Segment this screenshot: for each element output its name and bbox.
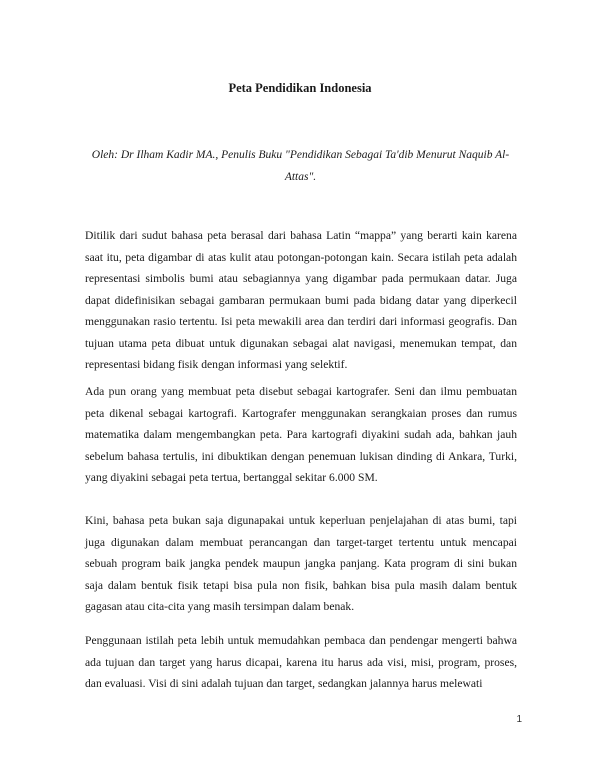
paragraph-2: Ada pun orang yang membuat peta disebut sebagai kartografer. Seni dan ilmu pembuatan peta dikenal sebagai kartografi. Kartografer menggunakan serangkaian proses dan rumus matematika dalam mengembangkan peta. Para kartografi diyakini sudah ada, bahkan jauh sebelum bahasa tertulis, ini dibuktikan dengan penemuan lukisan dinding di Ankara, Turki, yang diyakini sebagai peta tertua, bertanggal sekitar 6.000 SM. [85,385,517,484]
document-title: Peta Pendidikan Indonesia [228,81,372,95]
page-number: 1 [516,714,522,725]
author-byline: Oleh: Dr Ilham Kadir MA., Penulis Buku "Pendidikan Sebagai Ta'dib Menurut Naquib Al-Attas". [91,149,510,183]
paragraph-3: Kini, bahasa peta bukan saja digunapakai untuk keperluan penjelajahan di atas bumi, tapi juga digunakan dalam membuat perancangan dan target-target tertentu untuk mencapai sebuah program baik jangka pendek maupun jangka panjang. Kata program di sini bukan saja dalam bentuk fisik tetapi bisa pula non fisik, bahkan bisa pula masih dalam bentuk gagasan atau cita-cita yang masih tersimpan dalam benak. [85,514,517,613]
paragraph-4: Penggunaan istilah peta lebih untuk memudahkan pembaca dan pendengar mengerti bahwa ada tujuan dan target yang harus dicapai, karena itu harus ada visi, misi, program, proses, dan evaluasi. Visi di sini adalah tujuan dan target, sedangkan jalannya harus melewati [85,634,517,690]
paragraph-1: Ditilik dari sudut bahasa peta berasal dari bahasa Latin “mappa” yang berarti kain karena saat itu, peta digambar di atas kulit atau potongan-potongan kain. Secara istilah peta adalah representasi simbolis bumi atau sebagiannya yang digambar pada permukaan datar. Juga dapat didefinisikan sebagai gambaran permukaan bumi pada bidang datar yang diperkecil menggunakan rasio tertentu. Isi peta mewakili area dan terdiri dari informasi geografis. Dan tujuan utama peta dibuat untuk digunakan sebagai alat navigasi, menemukan tempat, dan representasi bidang fisik dengan informasi yang selektif. [85,229,517,371]
